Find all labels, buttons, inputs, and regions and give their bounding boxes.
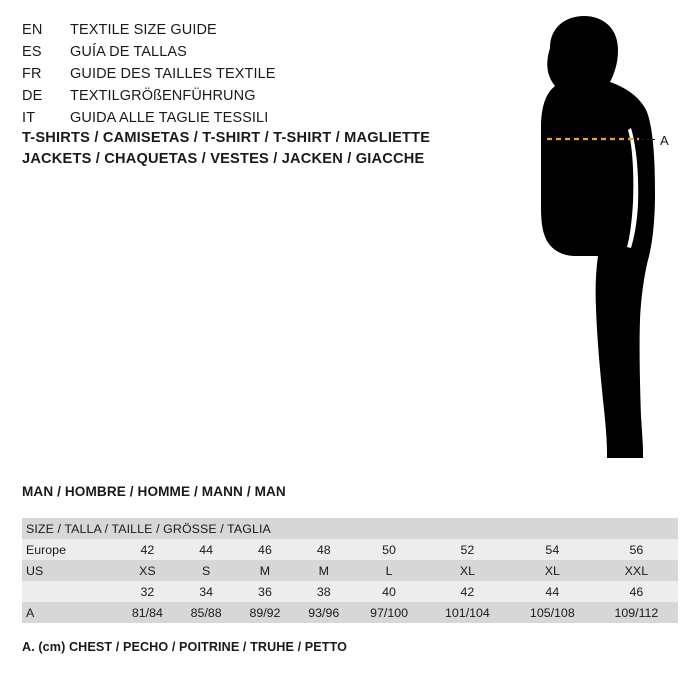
cell: 46 <box>258 542 272 557</box>
language-code: ES <box>22 44 42 60</box>
cell: 36 <box>258 584 272 599</box>
cell: 52 <box>460 542 475 557</box>
language-title: TEXTILGRÖßENFÜHRUNG <box>70 88 256 104</box>
silhouette-icon <box>455 8 695 478</box>
row-label-a: A <box>26 605 35 620</box>
cell: 93/96 <box>308 605 340 620</box>
language-list <box>22 22 452 132</box>
language-row <box>22 22 452 44</box>
category-jackets: JACKETS / CHAQUETAS / VESTES / JACKEN / GIACCHE <box>22 151 425 167</box>
cell: 81/84 <box>131 605 163 620</box>
cell: 97/100 <box>370 605 408 620</box>
cell: 46 <box>629 584 644 599</box>
cell: 109/112 <box>614 605 659 620</box>
table-row <box>22 539 678 560</box>
cell: M <box>318 563 329 578</box>
category-tshirts: T-SHIRTS / CAMISETAS / T-SHIRT / T-SHIRT / MAGLIETTE <box>22 130 431 146</box>
cell: 101/104 <box>445 605 490 620</box>
cell: 89/92 <box>249 605 281 620</box>
measure-leader-line <box>641 139 655 140</box>
language-code: IT <box>22 110 36 126</box>
cell: 105/108 <box>529 605 575 620</box>
language-row <box>22 88 452 110</box>
cell: S <box>202 563 211 578</box>
cell: 32 <box>140 584 155 599</box>
language-code: EN <box>22 22 43 38</box>
category-headings <box>22 128 482 170</box>
cell: XL <box>459 563 475 578</box>
cell: L <box>385 563 393 578</box>
language-code: FR <box>22 66 42 82</box>
cell: 42 <box>460 584 475 599</box>
table-group-title: MAN / HOMBRE / HOMME / MANN / MAN <box>22 484 286 499</box>
cell: 38 <box>316 584 331 599</box>
male-silhouette-figure <box>455 8 695 478</box>
cell: XL <box>544 563 560 578</box>
row-label-us: US <box>26 563 44 578</box>
language-row <box>22 44 452 66</box>
cell: 50 <box>382 542 396 557</box>
cell: 56 <box>629 542 644 557</box>
cell: 44 <box>545 584 560 599</box>
cell: 48 <box>316 542 331 557</box>
cell: 44 <box>199 542 214 557</box>
table-footnote: A. (cm) CHEST / PECHO / POITRINE / TRUHE / PETTO <box>22 640 348 654</box>
table-row <box>22 560 678 581</box>
cell: 42 <box>140 542 155 557</box>
language-row <box>22 66 452 88</box>
cell: M <box>259 563 271 578</box>
cell: 34 <box>199 584 214 599</box>
cell: 85/88 <box>190 605 222 620</box>
measure-label-a: A <box>660 133 669 148</box>
cell: 54 <box>545 542 560 557</box>
language-code: DE <box>22 88 43 104</box>
table-header-row <box>22 518 678 539</box>
language-title: GUIDE DES TAILLES TEXTILE <box>70 66 276 82</box>
cell: 40 <box>382 584 396 599</box>
language-title: GUIDA ALLE TAGLIE TESSILI <box>70 110 269 126</box>
size-table <box>22 518 678 623</box>
table-row <box>22 581 678 602</box>
table-row <box>22 602 678 623</box>
row-label-us-numeric <box>22 581 118 602</box>
language-title: TEXTILE SIZE GUIDE <box>70 22 217 38</box>
language-title: GUÍA DE TALLAS <box>70 44 187 60</box>
table-header-label: SIZE / TALLA / TAILLE / GRÖSSE / TAGLIA <box>26 521 271 536</box>
cell: XS <box>139 563 156 578</box>
row-label-europe: Europe <box>26 542 66 557</box>
cell: XXL <box>624 563 649 578</box>
